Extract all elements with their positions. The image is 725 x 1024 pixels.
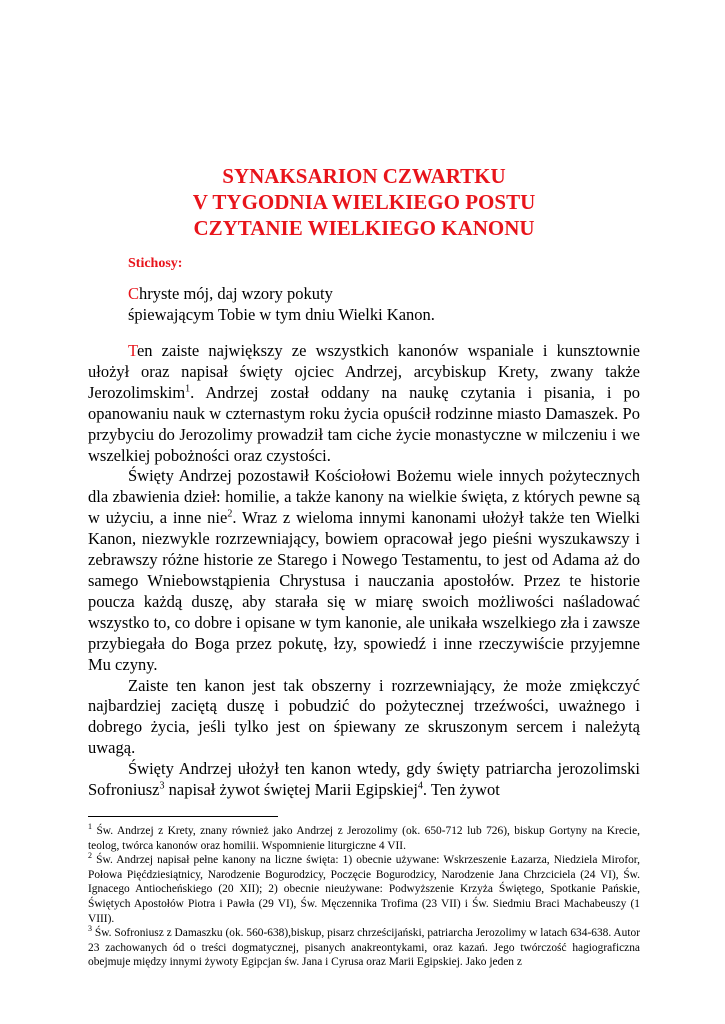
- verse-line-1: [128, 283, 640, 304]
- paragraph-4-text-a: Święty Andrzej ułożył ten kanon wtedy, gdy święty patriarcha jerozolimski Sofroniusz: [88, 759, 640, 800]
- page: [88, 0, 640, 801]
- title-line-3: CZYTANIE WIELKIEGO KANONU: [193, 216, 535, 240]
- footnote-ref-4[interactable]: 4: [417, 780, 423, 792]
- stichosy-verse: [128, 283, 640, 325]
- paragraph-1: [88, 341, 640, 466]
- footnote-ref-3[interactable]: 3: [159, 780, 165, 792]
- verse-line-2: śpiewającym Tobie w tym dniu Wielki Kanon.: [128, 305, 435, 324]
- title-line-1: SYNAKSARION CZWARTKU: [222, 164, 506, 188]
- footnote-1: [88, 824, 640, 853]
- paragraph-1-text-b: . Andrzej został oddany na naukę czytania i pisania, i po opanowaniu nauk w czternastym roku życia opuścił rodzinne miasto Damaszek. Po przybyciu do Jerozolimy prowadził tam ciche życie monastyczne w milczeniu i we wszelkiej pobożności oraz czystości.: [88, 382, 640, 465]
- body-text: [88, 341, 640, 801]
- verse-line-1-text: hryste mój, daj wzory pokuty: [139, 284, 333, 303]
- title-line-2: V TYGODNIA WIELKIEGO POSTU: [192, 190, 536, 214]
- footnotes: [88, 824, 640, 970]
- page-title: [88, 0, 640, 241]
- stichosy-label: Stichosy:: [128, 256, 183, 271]
- footnote-2-text: Św. Andrzej napisał pełne kanony na liczne święta: 1) obecnie używane: Wskrzeszenie Łazarza, Niedziela Mirofor, Połowa Pięćdziesiątnicy, Narodzenie Bogurodzicy, Poczęcie Bogurodzicy, Narodzenie Jana Chrzciciela (24 VI), Św. Ignacego Antiocheńskiego (20 XII); 2) obecnie nieużywane: Podwyższenie Krzyża Świętego, Spotkanie Pańskie, Świętych Apostołów Piotra i Pawła (29 VI), Św. Męczennika Trofima (23 VII) i Św. Siedmiu Braci Machabeuszy (1 VIII).: [88, 854, 640, 925]
- paragraph-3: Zaiste ten kanon jest tak obszerny i rozrzewniający, że może zmiękczyć najbardziej zaciętą duszę i pobudzić do pożytecznej trzeźwości, uważnego i dobrego życia, jeśli tylko jest on śpiewany ze skruszonym sercem i należytą uwagą.: [88, 675, 640, 758]
- footnote-divider: [88, 816, 278, 817]
- footnote-2: [88, 853, 640, 926]
- paragraph-4-text-b: napisał żywot świętej Marii Egipskiej: [164, 780, 418, 800]
- footnote-ref-1[interactable]: 1: [185, 383, 191, 395]
- paragraph-1-text-a: en zaiste największy ze wszystkich kanonów wspaniale i kunsztownie ułożył oraz napisał święty ojciec Andrzej, arcybiskup Krety, zwany także Jerozolimskim: [88, 341, 640, 402]
- paragraph-2: [88, 466, 640, 675]
- footnote-ref-2[interactable]: 2: [227, 508, 233, 520]
- paragraph-4-text-c: . Ten żywot: [422, 780, 500, 800]
- paragraph-2-text-b: . Wraz z wieloma innymi kanonami ułożył także ten Wielki Kanon, niezwykle rozrzewniający, bowiem opracował jego pieśni wyszukawszy i zebrawszy różne historie ze Starego i Nowego Testamentu, to jest od Adama aż do samego Wniebowstąpienia Chrystusa i nauczania apostołów. Przez te historie poucza każdą duszę, aby starała się w miarę swoich możliwości naśladować wszystko to, co dobre i opisane w tym kanonie, ale unikała wszelkiego zła i zawsze przybiegała do Boga przez pokutę, łzy, spowiedź i inne rzeczywiście przyjemne Mu czyny.: [88, 508, 640, 674]
- footnote-2-number: 2: [88, 851, 92, 861]
- footnote-3-number: 3: [88, 924, 92, 934]
- footnote-1-text: Św. Andrzej z Krety, znany również jako Andrzej z Jerozolimy (ok. 650-712 lub 726), biskup Gortyny na Krecie, teolog, twórca kanonów oraz homilii. Wspomnienie liturgiczne 4 VII.: [88, 825, 640, 852]
- paragraph-2-text-a: Święty Andrzej pozostawił Kościołowi Bożemu wiele innych pożytecznych dla zbawienia dzieł: homilie, a także kanony na wielkie święta, z których pewne są w użyciu, a inne nie: [88, 466, 640, 528]
- verse-initial: C: [128, 284, 140, 303]
- paragraph-4: [88, 759, 640, 801]
- paragraph-initial: T: [128, 341, 137, 360]
- footnote-3: [88, 926, 640, 970]
- footnote-3-text: Św. Sofroniusz z Damaszku (ok. 560-638),biskup, pisarz chrześcijański, patriarcha Jerozolimy w latach 634-638. Autor 23 zachowanych ód o treści dogmatycznej, pisanych anakreontykami, oraz kazań. Jego twórczość hagiograficzna obejmuje między innymi żywoty Egipcjan św. Jana i Cyrusa oraz Marii Egipskiej. Jako jeden z: [88, 927, 640, 969]
- footnote-1-number: 1: [88, 822, 92, 832]
